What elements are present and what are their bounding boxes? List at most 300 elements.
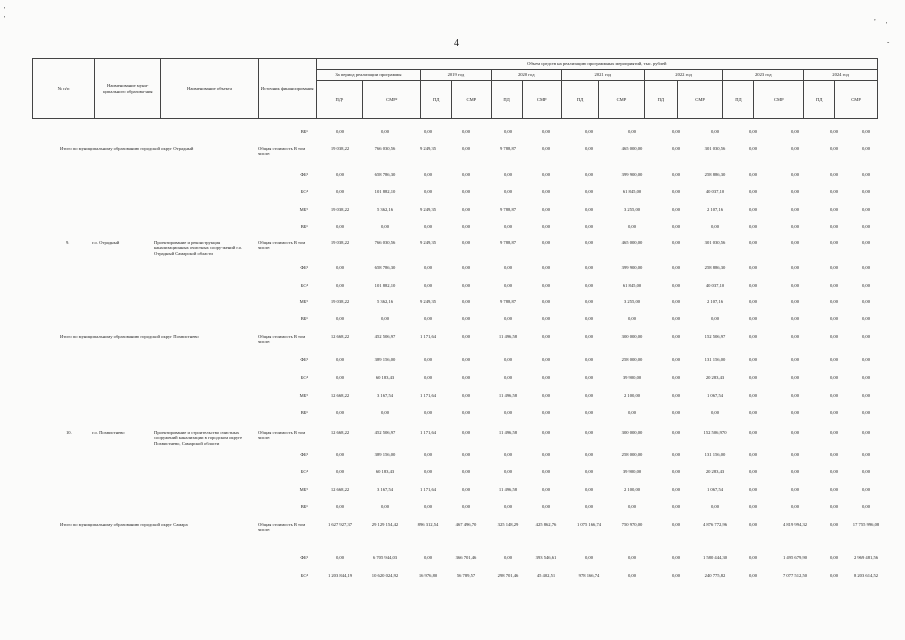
- row-value: 0,00: [790, 375, 800, 380]
- row-value: 0,00: [541, 452, 551, 457]
- row-value: 0,00: [627, 129, 637, 134]
- row-source: БС⁴: [300, 375, 308, 380]
- row-value: 7 077 512,50: [782, 573, 808, 578]
- row-source: Общая стоимость В том числе:: [258, 240, 306, 251]
- row-number: 9.: [66, 240, 70, 245]
- row-number: 10.: [66, 430, 72, 435]
- row-value: 60 183,43: [375, 375, 395, 380]
- row-value: 10 620 024,92: [371, 573, 399, 578]
- row-value: 896 312,54: [417, 522, 439, 527]
- row-value: 8 203 614,52: [853, 573, 879, 578]
- row-value: 16 976,80: [418, 573, 438, 578]
- col-subheader: ПД: [491, 81, 522, 119]
- row-value: 0,00: [503, 452, 513, 457]
- row-value: 0,00: [671, 375, 681, 380]
- row-value: 11 496,58: [498, 487, 518, 492]
- row-value: 152 506,970: [703, 430, 727, 435]
- row-value: 0,00: [423, 172, 433, 177]
- row-source: БС⁴: [300, 573, 308, 578]
- row-value: 0,00: [748, 487, 758, 492]
- row-value: 0,00: [671, 410, 681, 415]
- row-value: 0,00: [503, 172, 513, 177]
- row-value: 0,00: [861, 189, 871, 194]
- row-value: 0,00: [584, 189, 594, 194]
- row-value: 0,00: [423, 265, 433, 270]
- row-value: 45 402,51: [536, 573, 556, 578]
- row-value: 0,00: [423, 224, 433, 229]
- row-value: 0,00: [671, 469, 681, 474]
- row-value: 3 255,00: [623, 299, 641, 304]
- row-value: 0,00: [584, 504, 594, 509]
- row-source: БС⁴: [300, 283, 308, 288]
- row-value: 0,00: [748, 146, 758, 151]
- row-value: 2 107,16: [706, 299, 724, 304]
- col-header-year: 2020 год: [491, 70, 561, 81]
- row-value: 0,00: [861, 487, 871, 492]
- row-value: 0,00: [335, 316, 345, 321]
- row-value: 0,00: [541, 430, 551, 435]
- row-value: 0,00: [423, 469, 433, 474]
- row-value: 0,00: [541, 410, 551, 415]
- row-value: 0,00: [829, 283, 839, 288]
- row-value: 0,00: [503, 504, 513, 509]
- row-value: 465 000,00: [621, 240, 643, 245]
- row-value: 766 030,56: [374, 240, 396, 245]
- row-value: 3 255,00: [623, 207, 641, 212]
- row-source: ФБ³: [300, 265, 308, 270]
- margin-mark: ': [4, 15, 6, 23]
- row-value: 0,00: [790, 393, 800, 398]
- row-source: ВБ⁶: [300, 129, 308, 134]
- row-value: 0,00: [710, 129, 720, 134]
- row-value: 61 845,00: [622, 189, 642, 194]
- row-value: 0,00: [748, 357, 758, 362]
- row-source: МБ⁵: [299, 393, 308, 398]
- row-value: 0,00: [503, 283, 513, 288]
- row-value: 0,00: [584, 555, 594, 560]
- row-value: 0,00: [423, 375, 433, 380]
- row-value: 0,00: [748, 283, 758, 288]
- row-value: 0,00: [584, 129, 594, 134]
- row-value: 0,00: [627, 504, 637, 509]
- row-value: 0,00: [461, 172, 471, 177]
- col-subheader: СМР: [452, 81, 491, 119]
- row-source: ФБ³: [300, 555, 308, 560]
- row-value: 0,00: [541, 283, 551, 288]
- col-subheader: ПД: [804, 81, 835, 119]
- row-value: 0,00: [829, 357, 839, 362]
- row-value: 0,00: [829, 334, 839, 339]
- row-value: 0,00: [671, 316, 681, 321]
- row-source: ВБ⁶: [300, 224, 308, 229]
- row-municipality: г.о. Похвистнево: [92, 430, 125, 435]
- row-value: 0,00: [423, 189, 433, 194]
- row-value: 0,00: [671, 487, 681, 492]
- row-value: 0,00: [790, 316, 800, 321]
- row-value: 0,00: [671, 172, 681, 177]
- row-value: 399 900,00: [621, 265, 643, 270]
- row-value: 1 580 444,30: [702, 555, 728, 560]
- row-value: 1 171,64: [419, 487, 437, 492]
- row-value: 0,00: [790, 334, 800, 339]
- row-value: 0,00: [671, 283, 681, 288]
- row-value: 0,00: [335, 129, 345, 134]
- row-value: 0,00: [461, 129, 471, 134]
- col-subheader: СМР: [835, 81, 878, 119]
- row-value: 0,00: [790, 265, 800, 270]
- row-value: 0,00: [541, 172, 551, 177]
- col-header-year: 2024 год: [804, 70, 878, 81]
- row-value: 60 183,43: [375, 469, 395, 474]
- row-value: 0,00: [335, 265, 345, 270]
- row-value: 0,00: [423, 452, 433, 457]
- row-value: 0,00: [461, 375, 471, 380]
- col-header-year: 2021 год: [561, 70, 644, 81]
- row-value: 0,00: [541, 504, 551, 509]
- row-value: 0,00: [861, 240, 871, 245]
- col-header-object: Наименование объекта: [161, 59, 258, 119]
- col-subheader: СМР: [754, 81, 804, 119]
- row-value: 0,00: [627, 410, 637, 415]
- row-value: 0,00: [584, 469, 594, 474]
- col-header-year: 2023 год: [723, 70, 804, 81]
- row-value: 0,00: [748, 240, 758, 245]
- row-source: ВБ⁶: [300, 410, 308, 415]
- row-value: 0,00: [584, 410, 594, 415]
- row-value: 0,00: [829, 172, 839, 177]
- col-header-num: № п/п: [33, 59, 95, 119]
- row-value: 0,00: [829, 129, 839, 134]
- row-value: 0,00: [861, 299, 871, 304]
- row-value: 0,00: [829, 410, 839, 415]
- row-value: 0,00: [748, 469, 758, 474]
- row-source: Общая стоимость В том числе:: [258, 430, 306, 441]
- row-value: 0,00: [541, 129, 551, 134]
- row-value: 17 755 996,08: [852, 522, 880, 527]
- row-value: 0,00: [541, 487, 551, 492]
- row-value: 0,00: [423, 316, 433, 321]
- row-value: 0,00: [584, 265, 594, 270]
- row-object-name: Проектирование и реконструкция канализационных очистных соору-жений г.о. Отрадный Самарской области: [154, 240, 243, 256]
- row-value: 0,00: [861, 283, 871, 288]
- row-value: 658 786,30: [374, 172, 396, 177]
- row-value: 0,00: [541, 357, 551, 362]
- row-value: 0,00: [829, 146, 839, 151]
- row-value: 0,00: [861, 430, 871, 435]
- row-value: 0,00: [503, 357, 513, 362]
- row-value: 9 249,35: [419, 146, 437, 151]
- row-value: 0,00: [541, 334, 551, 339]
- row-value: 0,00: [503, 410, 513, 415]
- row-value: 0,00: [829, 207, 839, 212]
- row-value: 0,00: [861, 265, 871, 270]
- row-value: 0,00: [584, 240, 594, 245]
- row-value: 1 067,54: [706, 393, 724, 398]
- row-source: ФБ³: [300, 357, 308, 362]
- margin-mark: -: [887, 38, 890, 46]
- row-value: 12 668,22: [330, 430, 350, 435]
- row-source: Общая стоимость В том числе:: [258, 334, 306, 345]
- row-value: 0,00: [584, 316, 594, 321]
- row-value: 750 970,00: [621, 522, 643, 527]
- row-value: 4 876 772,96: [702, 522, 728, 527]
- row-value: 3 167,54: [376, 487, 394, 492]
- row-value: 0,00: [829, 240, 839, 245]
- row-value: 1 203 844,19: [327, 573, 353, 578]
- row-value: 0,00: [461, 393, 471, 398]
- row-value: 0,00: [584, 375, 594, 380]
- row-value: 0,00: [503, 189, 513, 194]
- row-value: 0,00: [461, 452, 471, 457]
- row-value: 0,00: [584, 146, 594, 151]
- row-value: 0,00: [671, 555, 681, 560]
- row-value: 0,00: [461, 146, 471, 151]
- row-value: 978 166,74: [578, 573, 600, 578]
- row-value: 389 156,00: [374, 452, 396, 457]
- row-value: 0,00: [790, 487, 800, 492]
- row-value: 0,00: [461, 316, 471, 321]
- row-source: ВБ⁶: [300, 316, 308, 321]
- row-value: 40 037,10: [705, 283, 725, 288]
- row-value: 0,00: [829, 430, 839, 435]
- row-value: 0,00: [671, 189, 681, 194]
- row-value: 0,00: [671, 240, 681, 245]
- row-value: 389 156,00: [374, 357, 396, 362]
- row-value: 152 506,97: [704, 334, 726, 339]
- row-value: 9 788,87: [499, 207, 517, 212]
- row-source: МБ⁵: [299, 299, 308, 304]
- row-value: 0,00: [461, 504, 471, 509]
- row-value: 325 148,29: [497, 522, 519, 527]
- row-value: 0,00: [748, 129, 758, 134]
- row-value: 101 882,10: [374, 189, 396, 194]
- row-value: 0,00: [541, 469, 551, 474]
- row-value: 0,00: [461, 283, 471, 288]
- row-value: 5 362,16: [376, 207, 394, 212]
- row-value: 0,00: [423, 129, 433, 134]
- col-header-year: 2022 год: [644, 70, 723, 81]
- row-value: 0,00: [748, 573, 758, 578]
- row-value: 0,00: [861, 469, 871, 474]
- row-value: 0,00: [461, 487, 471, 492]
- row-value: 0,00: [503, 469, 513, 474]
- row-value: 258 000,00: [621, 452, 643, 457]
- row-value: 0,00: [748, 410, 758, 415]
- row-value: 1 495 679,90: [782, 555, 808, 560]
- row-value: 0,00: [541, 240, 551, 245]
- row-value: 0,00: [584, 172, 594, 177]
- row-value: 0,00: [584, 430, 594, 435]
- row-value: 0,00: [748, 265, 758, 270]
- row-value: 0,00: [671, 504, 681, 509]
- row-value: 258 886,30: [704, 265, 726, 270]
- row-value: 0,00: [335, 172, 345, 177]
- row-value: 20 283,43: [705, 375, 725, 380]
- margin-mark: ': [886, 21, 888, 29]
- row-value: 0,00: [829, 375, 839, 380]
- col-subheader: ПД¹: [316, 81, 363, 119]
- row-value: 3 167,54: [376, 393, 394, 398]
- row-value: 0,00: [584, 393, 594, 398]
- row-value: 0,00: [671, 129, 681, 134]
- row-value: 2 969 481,56: [853, 555, 879, 560]
- row-value: 12 668,22: [330, 393, 350, 398]
- row-value: 0,00: [748, 189, 758, 194]
- row-value: 452 506,97: [374, 334, 396, 339]
- row-value: 0,00: [335, 224, 345, 229]
- row-value: 0,00: [541, 207, 551, 212]
- row-value: 0,00: [790, 207, 800, 212]
- row-value: 301 030,56: [704, 146, 726, 151]
- row-value: 61 845,00: [622, 283, 642, 288]
- row-value: 0,00: [748, 522, 758, 527]
- col-header-volume: Объем средств на реализацию программных мероприятий, тыс. рублей: [316, 59, 877, 70]
- row-value: 0,00: [748, 452, 758, 457]
- row-value: 40 037,10: [705, 189, 725, 194]
- row-value: 465 000,00: [621, 146, 643, 151]
- row-value: 0,00: [748, 375, 758, 380]
- row-source: БС⁴: [300, 469, 308, 474]
- row-value: 0,00: [790, 283, 800, 288]
- row-value: 0,00: [335, 469, 345, 474]
- row-value: 0,00: [461, 189, 471, 194]
- row-value: 0,00: [584, 224, 594, 229]
- row-value: 0,00: [461, 224, 471, 229]
- row-value: 0,00: [335, 357, 345, 362]
- margin-mark: ,: [874, 14, 876, 22]
- row-value: 0,00: [829, 487, 839, 492]
- row-value: 0,00: [671, 573, 681, 578]
- row-value: 0,00: [829, 316, 839, 321]
- row-value: 0,00: [790, 129, 800, 134]
- row-source: БС⁴: [300, 189, 308, 194]
- row-value: 393 546,61: [535, 555, 557, 560]
- row-source: МБ⁵: [299, 207, 308, 212]
- row-value: 467 496,70: [455, 522, 477, 527]
- row-total-label: Итого по муниципальному образованию городской округ Самара: [60, 522, 188, 527]
- row-value: 0,00: [710, 224, 720, 229]
- row-value: 1 075 166,74: [576, 522, 602, 527]
- row-value: 19 038,22: [330, 240, 350, 245]
- row-value: 0,00: [461, 334, 471, 339]
- row-value: 0,00: [541, 316, 551, 321]
- row-value: 0,00: [503, 555, 513, 560]
- row-value: 0,00: [627, 555, 637, 560]
- row-municipality: г.о. Отрадный: [92, 240, 120, 245]
- row-value: 0,00: [671, 265, 681, 270]
- col-subheader: ПД: [644, 81, 677, 119]
- row-value: 0,00: [503, 265, 513, 270]
- row-value: 1 627 927,37: [327, 522, 353, 527]
- row-value: 131 156,00: [704, 452, 726, 457]
- row-value: 0,00: [423, 357, 433, 362]
- row-value: 0,00: [829, 265, 839, 270]
- row-value: 0,00: [461, 469, 471, 474]
- col-subheader: ПД: [561, 81, 598, 119]
- row-value: 0,00: [541, 265, 551, 270]
- row-value: 0,00: [461, 430, 471, 435]
- row-value: 0,00: [584, 283, 594, 288]
- row-value: 766 030,56: [374, 146, 396, 151]
- row-value: 2 107,16: [706, 207, 724, 212]
- row-value: 425 862,76: [535, 522, 557, 527]
- row-value: 300 000,00: [621, 430, 643, 435]
- row-value: 0,00: [423, 555, 433, 560]
- row-value: 0,00: [748, 224, 758, 229]
- row-value: 0,00: [671, 334, 681, 339]
- row-value: 9 788,87: [499, 299, 517, 304]
- row-value: 0,00: [790, 299, 800, 304]
- row-value: 1 171,64: [419, 393, 437, 398]
- row-value: 0,00: [671, 357, 681, 362]
- row-value: 0,00: [461, 299, 471, 304]
- row-value: 101 882,10: [374, 283, 396, 288]
- row-value: 5 362,16: [376, 299, 394, 304]
- row-value: 0,00: [423, 410, 433, 415]
- row-value: 39 900,00: [622, 375, 642, 380]
- row-value: 9 249,35: [419, 207, 437, 212]
- row-value: 0,00: [861, 357, 871, 362]
- row-value: 0,00: [335, 410, 345, 415]
- row-value: 0,00: [503, 224, 513, 229]
- row-value: 399 900,00: [621, 172, 643, 177]
- col-subheader: СМР: [522, 81, 561, 119]
- row-value: 0,00: [861, 375, 871, 380]
- row-value: 0,00: [461, 265, 471, 270]
- row-value: 0,00: [829, 189, 839, 194]
- row-value: 0,00: [627, 224, 637, 229]
- col-subheader: СМР: [677, 81, 723, 119]
- row-value: 0,00: [584, 452, 594, 457]
- row-value: 0,00: [335, 555, 345, 560]
- row-value: 0,00: [541, 393, 551, 398]
- row-source: МБ⁵: [299, 487, 308, 492]
- row-source: Общая стоимость В том числе:: [258, 146, 306, 157]
- row-value: 19 038,22: [330, 299, 350, 304]
- row-value: 0,00: [748, 172, 758, 177]
- row-value: 0,00: [584, 207, 594, 212]
- row-value: 0,00: [541, 146, 551, 151]
- col-header-period: За период реализации программы: [316, 70, 421, 81]
- row-value: 9 788,87: [499, 146, 517, 151]
- row-value: 0,00: [861, 207, 871, 212]
- row-source: Общая стоимость В том числе:: [258, 522, 306, 533]
- row-value: 240 775,82: [704, 573, 726, 578]
- row-value: 0,00: [790, 357, 800, 362]
- row-value: 300 000,00: [621, 334, 643, 339]
- row-object-name: Проектирование и строительство очистных сооружений канализации в городском округе Похвистнево, Самарской области: [154, 430, 243, 446]
- row-value: 0,00: [584, 487, 594, 492]
- row-value: 0,00: [790, 189, 800, 194]
- col-subheader: СМР: [599, 81, 645, 119]
- row-value: 0,00: [671, 224, 681, 229]
- row-value: 0,00: [748, 207, 758, 212]
- row-value: 0,00: [861, 452, 871, 457]
- row-value: 0,00: [584, 334, 594, 339]
- row-value: 0,00: [335, 283, 345, 288]
- row-value: 0,00: [861, 393, 871, 398]
- row-value: 12 668,22: [330, 487, 350, 492]
- row-value: 0,00: [335, 375, 345, 380]
- row-value: 9 249,35: [419, 240, 437, 245]
- row-value: 0,00: [829, 469, 839, 474]
- row-value: 0,00: [829, 393, 839, 398]
- row-value: 0,00: [335, 189, 345, 194]
- row-value: 0,00: [503, 375, 513, 380]
- row-value: 0,00: [671, 207, 681, 212]
- row-value: 0,00: [829, 504, 839, 509]
- row-value: 0,00: [861, 146, 871, 151]
